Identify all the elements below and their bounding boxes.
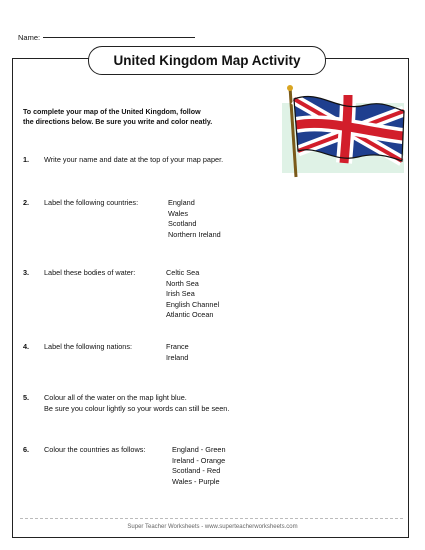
- instruction-text: Be sure you colour lightly so your words can still be seen.: [44, 403, 230, 413]
- list-item: England: [168, 198, 195, 207]
- union-jack-flag-icon: [282, 85, 408, 179]
- value-list: [168, 198, 221, 240]
- value-list: [172, 445, 226, 487]
- instruction-text: Label these bodies of water:: [44, 268, 136, 277]
- list-item: Irish Sea: [166, 289, 195, 298]
- list-item: English Channel: [166, 299, 220, 309]
- list-item: Wales - Purple: [172, 476, 220, 486]
- list-item: North Sea: [166, 278, 199, 288]
- instruction-number: 2.: [23, 198, 30, 207]
- list-item: Ireland - Orange: [172, 455, 226, 465]
- list-item: Celtic Sea: [166, 268, 200, 277]
- list-item: France: [166, 342, 189, 351]
- instruction-number: 3.: [23, 268, 30, 277]
- footer-divider: [20, 518, 403, 519]
- instruction-text: Write your name and date at the top of your map paper.: [44, 155, 224, 164]
- instruction-text: Colour all of the water on the map light blue.: [44, 393, 187, 402]
- list-item: Scotland: [168, 219, 197, 228]
- name-line: [18, 33, 195, 42]
- list-item: Wales: [168, 208, 189, 218]
- value-list: [166, 268, 219, 321]
- intro-line-1: To complete your map of the United Kingdom, follow: [23, 108, 201, 116]
- instruction-number: 6.: [23, 445, 30, 454]
- instruction-text: Label the following nations:: [44, 342, 133, 351]
- instruction-number: 1.: [23, 155, 30, 164]
- list-item: Northern Ireland: [168, 229, 221, 239]
- list-item: Atlantic Ocean: [166, 310, 214, 319]
- list-item: England - Green: [172, 445, 226, 454]
- value-list: [166, 342, 189, 363]
- instruction-text: Colour the countries as follows:: [44, 445, 146, 454]
- footer-credit: Super Teacher Worksheets - www.superteacherworksheets.com: [127, 524, 298, 530]
- flag-pole-finial: [287, 85, 293, 91]
- list-item: Scotland - Red: [172, 466, 221, 475]
- intro-line-2: the directions below. Be sure you write and color neatly.: [23, 117, 213, 126]
- name-blank: [43, 37, 195, 38]
- instruction-number: 4.: [23, 342, 30, 351]
- name-label: Name:: [18, 33, 41, 42]
- instruction-number: 5.: [23, 393, 30, 402]
- list-item: Ireland: [166, 352, 189, 362]
- instruction-text: Label the following countries:: [44, 198, 139, 207]
- intro-text: [23, 108, 278, 127]
- page-title: United Kingdom Map Activity: [88, 46, 326, 75]
